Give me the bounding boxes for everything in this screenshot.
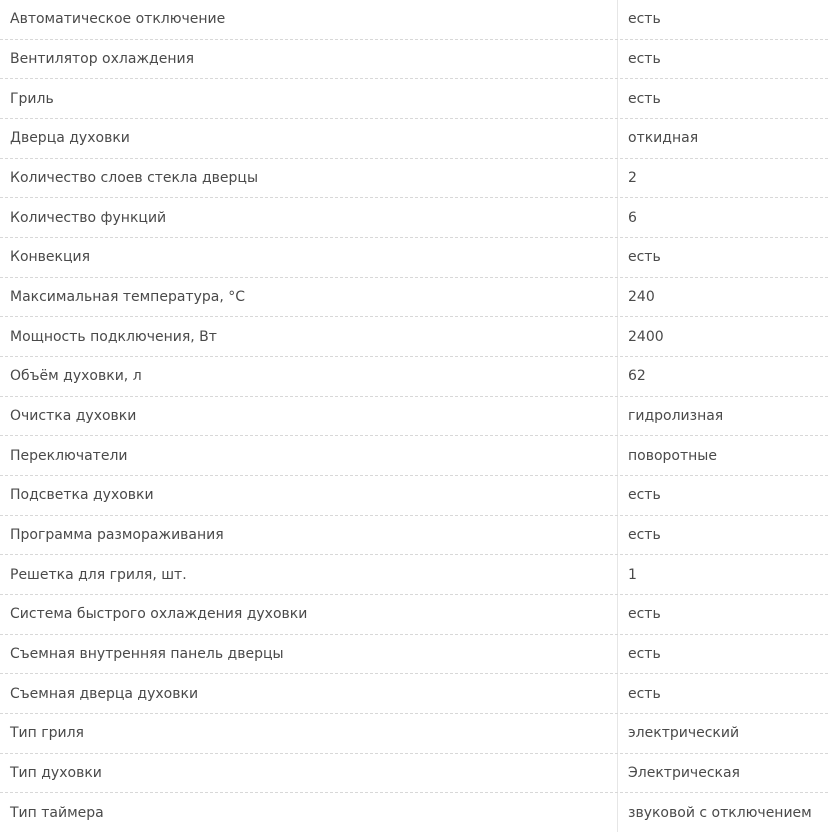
spec-value: есть — [628, 90, 661, 107]
spec-name: Мощность подключения, Вт — [0, 317, 618, 356]
spec-row — [0, 0, 828, 40]
spec-value: 240 — [628, 289, 655, 306]
spec-name: Тип духовки — [0, 754, 618, 793]
spec-row — [0, 754, 828, 794]
spec-value: поворотные — [628, 447, 717, 464]
spec-row — [0, 714, 828, 754]
spec-row — [0, 436, 828, 476]
spec-value: есть — [628, 685, 661, 702]
spec-value: 1 — [628, 566, 637, 583]
spec-row — [0, 357, 828, 397]
spec-value: есть — [628, 527, 661, 544]
spec-value: есть — [628, 646, 661, 663]
spec-name: Количество слоев стекла дверцы — [0, 159, 618, 198]
spec-row — [0, 516, 828, 556]
spec-row — [0, 635, 828, 675]
spec-row — [0, 238, 828, 278]
spec-name: Количество функций — [0, 198, 618, 237]
spec-name: Дверца духовки — [0, 119, 618, 158]
spec-value: звуковой с отключением — [628, 804, 812, 821]
spec-row — [0, 79, 828, 119]
spec-row — [0, 793, 828, 832]
spec-value: 2400 — [628, 328, 664, 345]
spec-row — [0, 555, 828, 595]
spec-row — [0, 595, 828, 635]
spec-value: есть — [628, 606, 661, 623]
spec-name: Система быстрого охлаждения духовки — [0, 595, 618, 634]
spec-row — [0, 159, 828, 199]
spec-value: электрический — [628, 725, 740, 742]
spec-name: Максимальная температура, °С — [0, 278, 618, 317]
spec-value: откидная — [628, 130, 699, 147]
spec-row — [0, 397, 828, 437]
spec-row — [0, 476, 828, 516]
spec-name: Конвекция — [0, 238, 618, 277]
spec-name: Автоматическое отключение — [0, 0, 618, 39]
spec-value: есть — [628, 51, 661, 67]
spec-row — [0, 278, 828, 318]
spec-value: 6 — [628, 209, 637, 226]
spec-name: Съемная дверца духовки — [0, 674, 618, 713]
spec-name: Переключатели — [0, 436, 618, 475]
spec-value: Электрическая — [628, 765, 740, 782]
spec-name: Гриль — [0, 79, 618, 118]
spec-name: Решетка для гриля, шт. — [0, 555, 618, 594]
spec-name: Вентилятор охлаждения — [0, 40, 618, 79]
spec-name: Программа размораживания — [0, 516, 618, 555]
spec-row — [0, 40, 828, 80]
spec-name: Тип таймера — [0, 793, 618, 832]
spec-name: Очистка духовки — [0, 397, 618, 436]
spec-value: есть — [628, 487, 661, 504]
spec-value: есть — [628, 11, 661, 28]
spec-row — [0, 317, 828, 357]
spec-name: Объём духовки, л — [0, 357, 618, 396]
spec-value: гидролизная — [628, 408, 724, 425]
spec-value: 62 — [628, 368, 646, 385]
spec-value: есть — [628, 249, 661, 266]
spec-name: Подсветка духовки — [0, 476, 618, 515]
spec-name: Тип гриля — [0, 714, 618, 753]
spec-row — [0, 198, 828, 238]
spec-row — [0, 119, 828, 159]
spec-row — [0, 674, 828, 714]
spec-name: Съемная внутренняя панель дверцы — [0, 635, 618, 674]
spec-value: 2 — [628, 170, 637, 187]
